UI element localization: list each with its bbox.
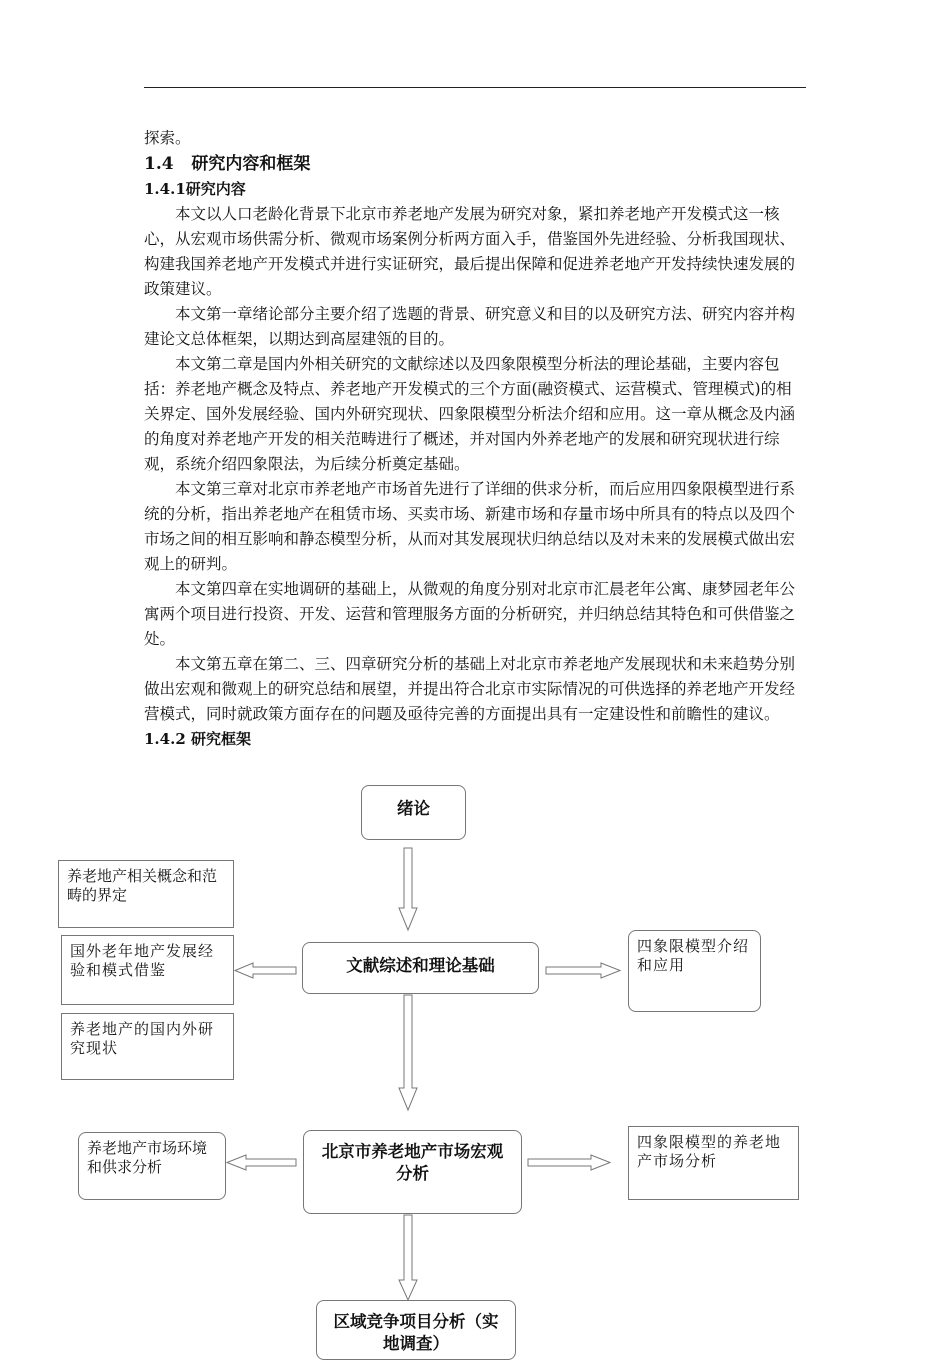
arrow-down-2 — [399, 995, 417, 1110]
arrow-right-1 — [546, 963, 620, 978]
arrow-down-1 — [399, 848, 417, 930]
arrow-left-1 — [235, 963, 296, 978]
box-regional-competition: 区域竞争项目分析（实地调查） — [316, 1300, 516, 1360]
box-quadrant-market: 四象限模型的养老地产市场分析 — [628, 1126, 799, 1200]
box-intro: 绪论 — [361, 785, 466, 840]
paragraph-5: 本文第四章在实地调研的基础上，从微观的角度分别对北京市汇晨老年公寓、康梦园老年公寓两个项目进行投资、开发、运营和管理服务方面的分析研究，并归纳总结其特色和可供借鉴之处。 — [144, 580, 796, 648]
paragraph-3: 本文第二章是国内外相关研究的文献综述以及四象限模型分析法的理论基础，主要内容包括：养老地产概念及特点、养老地产开发模式的三个方面(融资模式、运营模式、管理模式)的相关界定、国外发展经验、国内外研究现状、四象限模型分析法介绍和应用。这一章从概念及内涵的角度对养老地产开发的相关范畴进行了概述，并对国内外养老地产的发展和研究现状进行综观，系统介绍四象限法，为后续分析奠定基础。 — [144, 355, 796, 473]
section-number: 1.4 — [144, 154, 174, 174]
arrow-right-2 — [528, 1155, 610, 1170]
paragraph-1: 本文以人口老龄化背景下北京市养老地产发展为研究对象，紧扣养老地产开发模式这一核心，从宏观市场供需分析、微观市场案例分析两方面入手，借鉴国外先进经验、分析我国现状、构建我国养老地产开发模式并进行实证研究，最后提出保障和促进养老地产开发持续快速发展的政策建议。 — [144, 205, 796, 298]
intro-fragment: 探索。 — [144, 129, 191, 147]
arrow-down-3 — [399, 1215, 417, 1300]
paragraph-4: 本文第三章对北京市养老地产市场首先进行了详细的供求分析，而后应用四象限模型进行系统的分析，指出养老地产在租赁市场、买卖市场、新建市场和存量市场中所具有的特点以及四个市场之间的相互影响和静态模型分析，从而对其发展现状归纳总结以及对未来的发展模式做出宏观上的研判。 — [144, 480, 796, 573]
box-foreign-experience: 国外老年地产发展经验和模式借鉴 — [61, 935, 234, 1005]
box-concepts: 养老地产相关概念和范畴的界定 — [58, 860, 234, 928]
subsection-heading-framework: 1.4.2 研究框架 — [144, 730, 251, 748]
box-macro-analysis: 北京市养老地产市场宏观分析 — [303, 1130, 522, 1214]
paragraph-2: 本文第一章绪论部分主要介绍了选题的背景、研究意义和目的以及研究方法、研究内容并构建论文总体框架，以期达到高屋建瓴的目的。 — [144, 305, 796, 348]
arrow-left-2 — [227, 1155, 296, 1170]
paragraph-6: 本文第五章在第二、三、四章研究分析的基础上对北京市养老地产发展现状和未来趋势分别做出宏观和微观上的研究总结和展望，并提出符合北京市实际情况的可供选择的养老地产开发经营模式，同时就政策方面存在的问题及亟待完善的方面提出具有一定建设性和前瞻性的建议。 — [144, 655, 796, 723]
subsection-heading-content: 1.4.1研究内容 — [144, 180, 246, 198]
box-market-supply: 养老地产市场环境和供求分析 — [78, 1132, 226, 1200]
box-literature-review: 文献综述和理论基础 — [302, 942, 539, 994]
box-quadrant-intro: 四象限模型介绍和应用 — [628, 930, 761, 1012]
section-title: 研究内容和框架 — [191, 154, 311, 174]
box-research-status: 养老地产的国内外研究现状 — [61, 1013, 234, 1080]
